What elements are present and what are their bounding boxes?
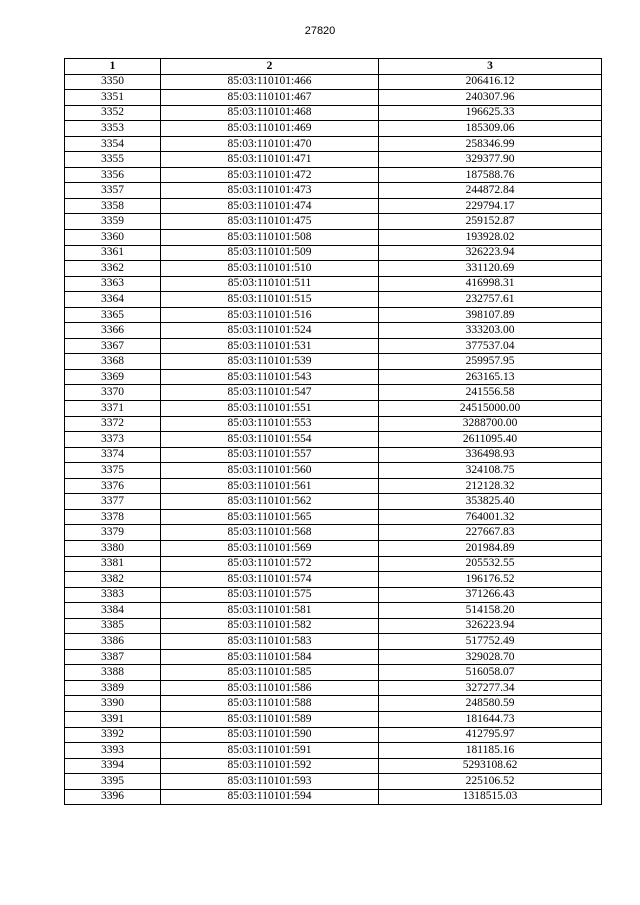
row-number-cell: 3373 <box>65 432 161 448</box>
value-cell: 371266.43 <box>379 587 602 603</box>
value-cell: 232757.61 <box>379 292 602 308</box>
table-row <box>65 152 602 168</box>
cadastral-number-cell: 85:03:110101:562 <box>161 494 379 510</box>
row-number-cell: 3370 <box>65 385 161 401</box>
value-cell: 333203.00 <box>379 323 602 339</box>
row-number-cell: 3385 <box>65 618 161 634</box>
table-row <box>65 276 602 292</box>
table-row <box>65 447 602 463</box>
cadastral-number-cell: 85:03:110101:592 <box>161 758 379 774</box>
row-number-cell: 3379 <box>65 525 161 541</box>
table-row <box>65 261 602 277</box>
cadastral-number-cell: 85:03:110101:574 <box>161 572 379 588</box>
table-row <box>65 292 602 308</box>
row-number-cell: 3372 <box>65 416 161 432</box>
cadastral-number-cell: 85:03:110101:589 <box>161 711 379 727</box>
row-number-cell: 3368 <box>65 354 161 370</box>
value-cell: 248580.59 <box>379 696 602 712</box>
table-header-row <box>65 59 602 75</box>
column-header-2: 2 <box>161 59 379 75</box>
row-number-cell: 3352 <box>65 105 161 121</box>
table-row <box>65 245 602 261</box>
row-number-cell: 3377 <box>65 494 161 510</box>
row-number-cell: 3388 <box>65 665 161 681</box>
value-cell: 353825.40 <box>379 494 602 510</box>
row-number-cell: 3374 <box>65 447 161 463</box>
cadastral-number-cell: 85:03:110101:474 <box>161 198 379 214</box>
data-table <box>64 58 602 805</box>
value-cell: 416998.31 <box>379 276 602 292</box>
row-number-cell: 3357 <box>65 183 161 199</box>
value-cell: 187588.76 <box>379 167 602 183</box>
row-number-cell: 3350 <box>65 74 161 90</box>
table-row <box>65 198 602 214</box>
value-cell: 412795.97 <box>379 727 602 743</box>
value-cell: 1318515.03 <box>379 789 602 805</box>
cadastral-number-cell: 85:03:110101:590 <box>161 727 379 743</box>
value-cell: 258346.99 <box>379 136 602 152</box>
value-cell: 201984.89 <box>379 540 602 556</box>
row-number-cell: 3364 <box>65 292 161 308</box>
table-row <box>65 354 602 370</box>
value-cell: 181644.73 <box>379 711 602 727</box>
cadastral-number-cell: 85:03:110101:585 <box>161 665 379 681</box>
table-row <box>65 183 602 199</box>
value-cell: 329377.90 <box>379 152 602 168</box>
cadastral-number-cell: 85:03:110101:516 <box>161 307 379 323</box>
value-cell: 377537.04 <box>379 338 602 354</box>
table-row <box>65 587 602 603</box>
cadastral-number-cell: 85:03:110101:475 <box>161 214 379 230</box>
row-number-cell: 3369 <box>65 369 161 385</box>
table-row <box>65 711 602 727</box>
table-row <box>65 634 602 650</box>
table-row <box>65 540 602 556</box>
cadastral-number-cell: 85:03:110101:586 <box>161 680 379 696</box>
table-row <box>65 136 602 152</box>
value-cell: 212128.32 <box>379 478 602 494</box>
column-header-3: 3 <box>379 59 602 75</box>
row-number-cell: 3366 <box>65 323 161 339</box>
cadastral-number-cell: 85:03:110101:508 <box>161 230 379 246</box>
cadastral-number-cell: 85:03:110101:560 <box>161 463 379 479</box>
cadastral-number-cell: 85:03:110101:470 <box>161 136 379 152</box>
cadastral-number-cell: 85:03:110101:561 <box>161 478 379 494</box>
row-number-cell: 3382 <box>65 572 161 588</box>
table-row <box>65 416 602 432</box>
value-cell: 259152.87 <box>379 214 602 230</box>
row-number-cell: 3392 <box>65 727 161 743</box>
table-row <box>65 401 602 417</box>
cadastral-number-cell: 85:03:110101:524 <box>161 323 379 339</box>
value-cell: 764001.32 <box>379 509 602 525</box>
cadastral-number-cell: 85:03:110101:551 <box>161 401 379 417</box>
row-number-cell: 3351 <box>65 90 161 106</box>
row-number-cell: 3356 <box>65 167 161 183</box>
table-row <box>65 743 602 759</box>
table-row <box>65 680 602 696</box>
value-cell: 398107.89 <box>379 307 602 323</box>
table-row <box>65 572 602 588</box>
cadastral-number-cell: 85:03:110101:469 <box>161 121 379 137</box>
cadastral-number-cell: 85:03:110101:547 <box>161 385 379 401</box>
cadastral-number-cell: 85:03:110101:468 <box>161 105 379 121</box>
row-number-cell: 3390 <box>65 696 161 712</box>
value-cell: 181185.16 <box>379 743 602 759</box>
cadastral-number-cell: 85:03:110101:581 <box>161 603 379 619</box>
cadastral-number-cell: 85:03:110101:584 <box>161 649 379 665</box>
row-number-cell: 3383 <box>65 587 161 603</box>
table-row <box>65 618 602 634</box>
cadastral-number-cell: 85:03:110101:471 <box>161 152 379 168</box>
value-cell: 263165.13 <box>379 369 602 385</box>
table-row <box>65 525 602 541</box>
value-cell: 244872.84 <box>379 183 602 199</box>
cadastral-number-cell: 85:03:110101:588 <box>161 696 379 712</box>
value-cell: 514158.20 <box>379 603 602 619</box>
table-row <box>65 603 602 619</box>
cadastral-number-cell: 85:03:110101:554 <box>161 432 379 448</box>
cadastral-number-cell: 85:03:110101:557 <box>161 447 379 463</box>
row-number-cell: 3361 <box>65 245 161 261</box>
cadastral-number-cell: 85:03:110101:569 <box>161 540 379 556</box>
row-number-cell: 3394 <box>65 758 161 774</box>
table-row <box>65 649 602 665</box>
table-row <box>65 74 602 90</box>
row-number-cell: 3362 <box>65 261 161 277</box>
value-cell: 205532.55 <box>379 556 602 572</box>
cadastral-number-cell: 85:03:110101:511 <box>161 276 379 292</box>
value-cell: 516058.07 <box>379 665 602 681</box>
value-cell: 227667.83 <box>379 525 602 541</box>
table-row <box>65 727 602 743</box>
cadastral-number-cell: 85:03:110101:543 <box>161 369 379 385</box>
cadastral-number-cell: 85:03:110101:467 <box>161 90 379 106</box>
value-cell: 324108.75 <box>379 463 602 479</box>
table-row <box>65 509 602 525</box>
table-row <box>65 774 602 790</box>
row-number-cell: 3371 <box>65 401 161 417</box>
column-header-1: 1 <box>65 59 161 75</box>
cadastral-number-cell: 85:03:110101:575 <box>161 587 379 603</box>
cadastral-number-cell: 85:03:110101:539 <box>161 354 379 370</box>
row-number-cell: 3395 <box>65 774 161 790</box>
value-cell: 225106.52 <box>379 774 602 790</box>
row-number-cell: 3389 <box>65 680 161 696</box>
table-row <box>65 432 602 448</box>
table-row <box>65 338 602 354</box>
row-number-cell: 3396 <box>65 789 161 805</box>
cadastral-number-cell: 85:03:110101:568 <box>161 525 379 541</box>
cadastral-number-cell: 85:03:110101:531 <box>161 338 379 354</box>
value-cell: 326223.94 <box>379 245 602 261</box>
row-number-cell: 3387 <box>65 649 161 665</box>
row-number-cell: 3359 <box>65 214 161 230</box>
row-number-cell: 3353 <box>65 121 161 137</box>
cadastral-number-cell: 85:03:110101:553 <box>161 416 379 432</box>
table-row <box>65 307 602 323</box>
value-cell: 336498.93 <box>379 447 602 463</box>
value-cell: 229794.17 <box>379 198 602 214</box>
value-cell: 517752.49 <box>379 634 602 650</box>
cadastral-number-cell: 85:03:110101:472 <box>161 167 379 183</box>
row-number-cell: 3365 <box>65 307 161 323</box>
value-cell: 2611095.40 <box>379 432 602 448</box>
value-cell: 259957.95 <box>379 354 602 370</box>
table-row <box>65 385 602 401</box>
cadastral-number-cell: 85:03:110101:510 <box>161 261 379 277</box>
row-number-cell: 3355 <box>65 152 161 168</box>
row-number-cell: 3367 <box>65 338 161 354</box>
cadastral-number-cell: 85:03:110101:593 <box>161 774 379 790</box>
value-cell: 3288700.00 <box>379 416 602 432</box>
cadastral-number-cell: 85:03:110101:591 <box>161 743 379 759</box>
value-cell: 5293108.62 <box>379 758 602 774</box>
row-number-cell: 3393 <box>65 743 161 759</box>
row-number-cell: 3384 <box>65 603 161 619</box>
cadastral-number-cell: 85:03:110101:466 <box>161 74 379 90</box>
table-row <box>65 478 602 494</box>
row-number-cell: 3381 <box>65 556 161 572</box>
value-cell: 193928.02 <box>379 230 602 246</box>
table-row <box>65 369 602 385</box>
cadastral-number-cell: 85:03:110101:565 <box>161 509 379 525</box>
value-cell: 327277.34 <box>379 680 602 696</box>
value-cell: 206416.12 <box>379 74 602 90</box>
table-row <box>65 665 602 681</box>
value-cell: 196625.33 <box>379 105 602 121</box>
table-row <box>65 696 602 712</box>
table-row <box>65 323 602 339</box>
table-row <box>65 214 602 230</box>
cadastral-number-cell: 85:03:110101:594 <box>161 789 379 805</box>
table-row <box>65 494 602 510</box>
value-cell: 185309.06 <box>379 121 602 137</box>
cadastral-number-cell: 85:03:110101:473 <box>161 183 379 199</box>
table-row <box>65 121 602 137</box>
table-row <box>65 758 602 774</box>
value-cell: 326223.94 <box>379 618 602 634</box>
cadastral-number-cell: 85:03:110101:515 <box>161 292 379 308</box>
row-number-cell: 3360 <box>65 230 161 246</box>
table-row <box>65 230 602 246</box>
table-row <box>65 105 602 121</box>
row-number-cell: 3354 <box>65 136 161 152</box>
cadastral-number-cell: 85:03:110101:583 <box>161 634 379 650</box>
table-row <box>65 167 602 183</box>
value-cell: 24515000.00 <box>379 401 602 417</box>
value-cell: 331120.69 <box>379 261 602 277</box>
value-cell: 241556.58 <box>379 385 602 401</box>
table-row <box>65 90 602 106</box>
table-row <box>65 556 602 572</box>
table-row <box>65 789 602 805</box>
row-number-cell: 3378 <box>65 509 161 525</box>
cadastral-number-cell: 85:03:110101:572 <box>161 556 379 572</box>
value-cell: 196176.52 <box>379 572 602 588</box>
table-body <box>65 74 602 805</box>
row-number-cell: 3391 <box>65 711 161 727</box>
table-row <box>65 463 602 479</box>
value-cell: 329028.70 <box>379 649 602 665</box>
row-number-cell: 3363 <box>65 276 161 292</box>
row-number-cell: 3358 <box>65 198 161 214</box>
row-number-cell: 3376 <box>65 478 161 494</box>
row-number-cell: 3380 <box>65 540 161 556</box>
cadastral-number-cell: 85:03:110101:509 <box>161 245 379 261</box>
page-number: 27820 <box>304 25 336 37</box>
cadastral-number-cell: 85:03:110101:582 <box>161 618 379 634</box>
row-number-cell: 3386 <box>65 634 161 650</box>
value-cell: 240307.96 <box>379 90 602 106</box>
row-number-cell: 3375 <box>65 463 161 479</box>
